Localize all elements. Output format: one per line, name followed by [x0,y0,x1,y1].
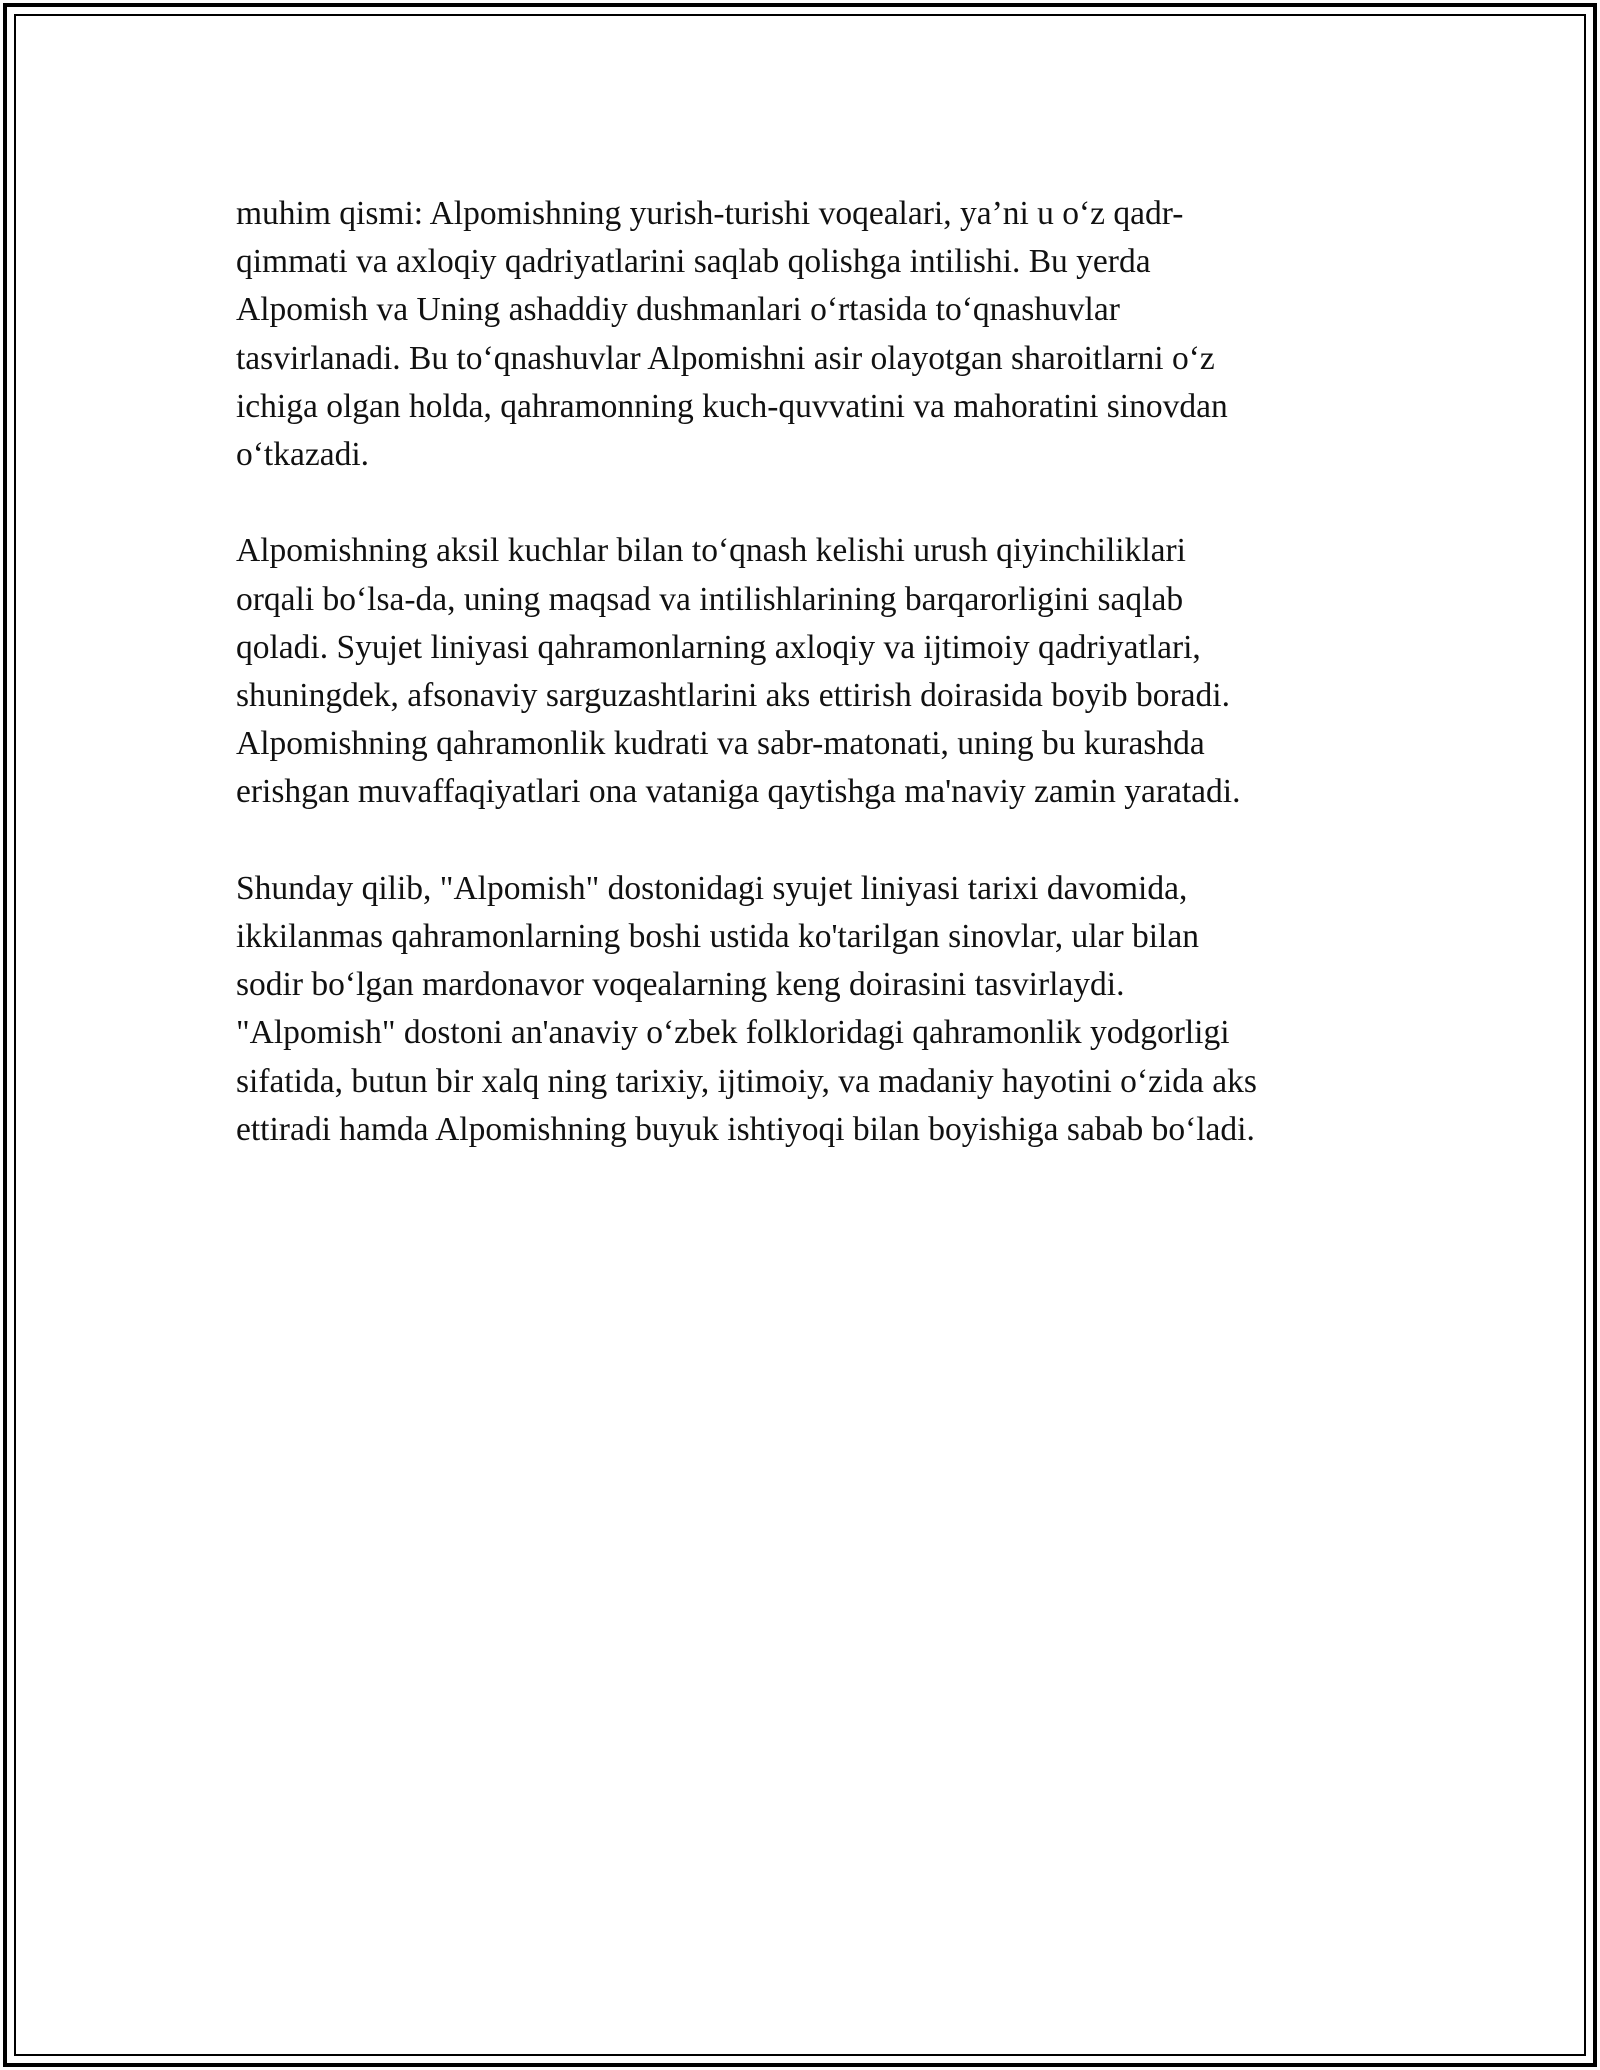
text-line: ichiga olgan holda, qahramonning kuch-quvvatini va mahoratini sinovdan [236,387,1228,425]
text-line: ikkilanmas qahramonlarning boshi ustida ko'tarilgan sinovlar, ular bilan [236,918,1199,956]
text-line: Alpomish va Uning ashaddiy dushmanlari o‘rtasida to‘qnashuvlar [236,291,1120,329]
text-line: Shunday qilib, "Alpomish" dostonidagi syujet liniyasi tarixi davomida, [236,869,1188,907]
text-line: orqali bo‘lsa-da, uning maqsad va intilishlarining barqarorligini saqlab [236,580,1184,618]
text-line: "Alpomish" dostoni an'anaviy o‘zbek folkloridagi qahramonlik yodgorligi [236,1014,1230,1052]
paragraph-2 [236,527,1386,816]
text-line: Alpomishning qahramonlik kudrati va sabr-matonati, uning bu kurashda [236,725,1205,763]
text-line: erishgan muvaffaqiyatlari ona vataniga qaytishga ma'naviy zamin yaratadi. [236,773,1241,811]
text-line: sifatida, butun bir xalq ning tarixiy, ijtimoiy, va madaniy hayotini o‘zida aks [236,1062,1257,1100]
paragraph-3 [236,865,1386,1154]
text-line: ettiradi hamda Alpomishning buyuk ishtiyoqi bilan boyishiga sabab bo‘ladi. [236,1110,1255,1148]
text-line: shuningdek, afsonaviy sarguzashtlarini aks ettirish doirasida boyib boradi. [236,677,1230,715]
text-line: qimmati va axloqiy qadriyatlarini saqlab qolishga intilishi. Bu yerda [236,243,1151,281]
paragraph-1 [236,190,1386,479]
text-line: tasvirlanadi. Bu to‘qnashuvlar Alpomishni asir olayotgan sharoitlarni o‘z [236,339,1215,377]
text-line: sodir bo‘lgan mardonavor voqealarning keng doirasini tasvirlaydi. [236,966,1125,1004]
text-line: muhim qismi: Alpomishning yurish-turishi voqealari, ya’ni u o‘z qadr- [236,195,1184,232]
text-line: o‘tkazadi. [236,436,370,474]
text-line: qoladi. Syujet liniyasi qahramonlarning axloqiy va ijtimoiy qadriyatlari, [236,628,1201,666]
text-line: Alpomishning aksil kuchlar bilan to‘qnash kelishi urush qiyinchiliklari [236,532,1186,570]
document-body [236,190,1386,1202]
